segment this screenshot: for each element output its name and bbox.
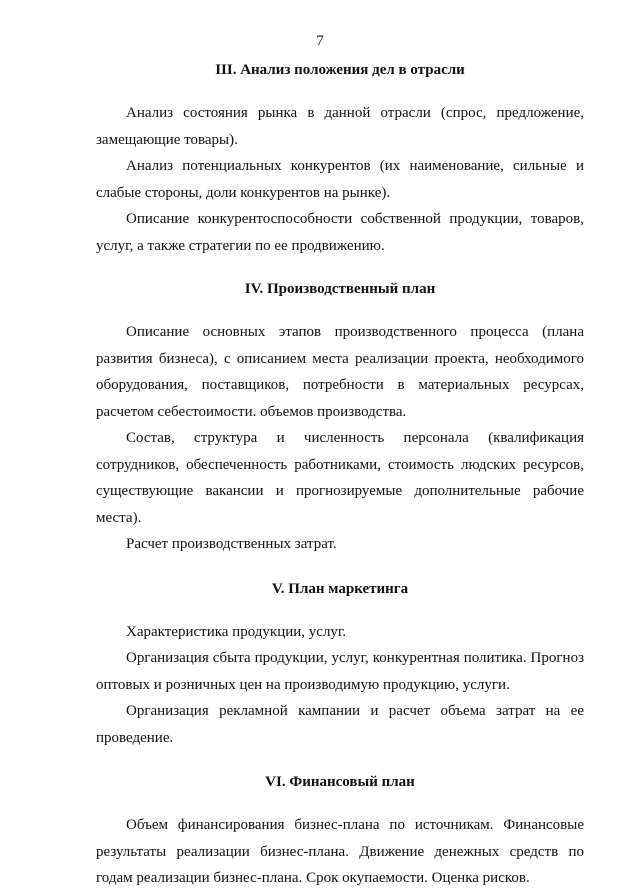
paragraph: Анализ состояния рынка в данной отрасли (спрос, предложение, замещающие товары). xyxy=(96,105,584,148)
paragraph: Организация рекламной кампании и расчет объема затрат на ее проведение. xyxy=(96,703,584,746)
section-heading-marketing: V. План маркетинга xyxy=(271,580,409,597)
paragraph: Объем финансирования бизнес-плана по источникам. Финансовые результаты реализации бизнес-плана. Движение денежных средств по годам реализации бизнес-плана. Срок окупаемости. Оценка рисков. xyxy=(96,817,584,886)
paragraph: Анализ потенциальных конкурентов (их наименование, сильные и слабые стороны, доли конкурентов на рынке). xyxy=(96,158,584,201)
paragraph: Описание конкурентоспособности собственной продукции, товаров, услуг, а также стратегии по ее продвижению. xyxy=(96,211,584,254)
paragraph: Характеристика продукции, услуг. xyxy=(126,623,347,640)
paragraph: Расчет производственных затрат. xyxy=(126,536,337,552)
paragraph: Организация сбыта продукции, услуг, конкурентная политика. Прогноз оптовых и розничных цен на производимую продукцию, услуги. xyxy=(96,650,584,693)
section-heading-finance: VI. Финансовый план xyxy=(265,774,415,790)
paragraph: Состав, структура и численность персонала (квалификация сотрудников, обеспеченность работниками, стоимость людских ресурсов, существующие вакансии и прогнозируемые дополнительные рабочие места). xyxy=(96,430,584,526)
section-heading-production: IV. Производственный план xyxy=(244,281,436,297)
page-number: 7 xyxy=(316,33,324,49)
section-heading-analysis: III. Анализ положения дел в отрасли xyxy=(215,62,465,78)
paragraph: Описание основных этапов производственного процесса (плана развития бизнеса), с описанием места реализации проекта, необходимого оборудования, поставщиков, потребности в материальных ресурсах, расчетом себестоимости. объемов производства. xyxy=(96,324,584,420)
document-body xyxy=(96,60,584,892)
